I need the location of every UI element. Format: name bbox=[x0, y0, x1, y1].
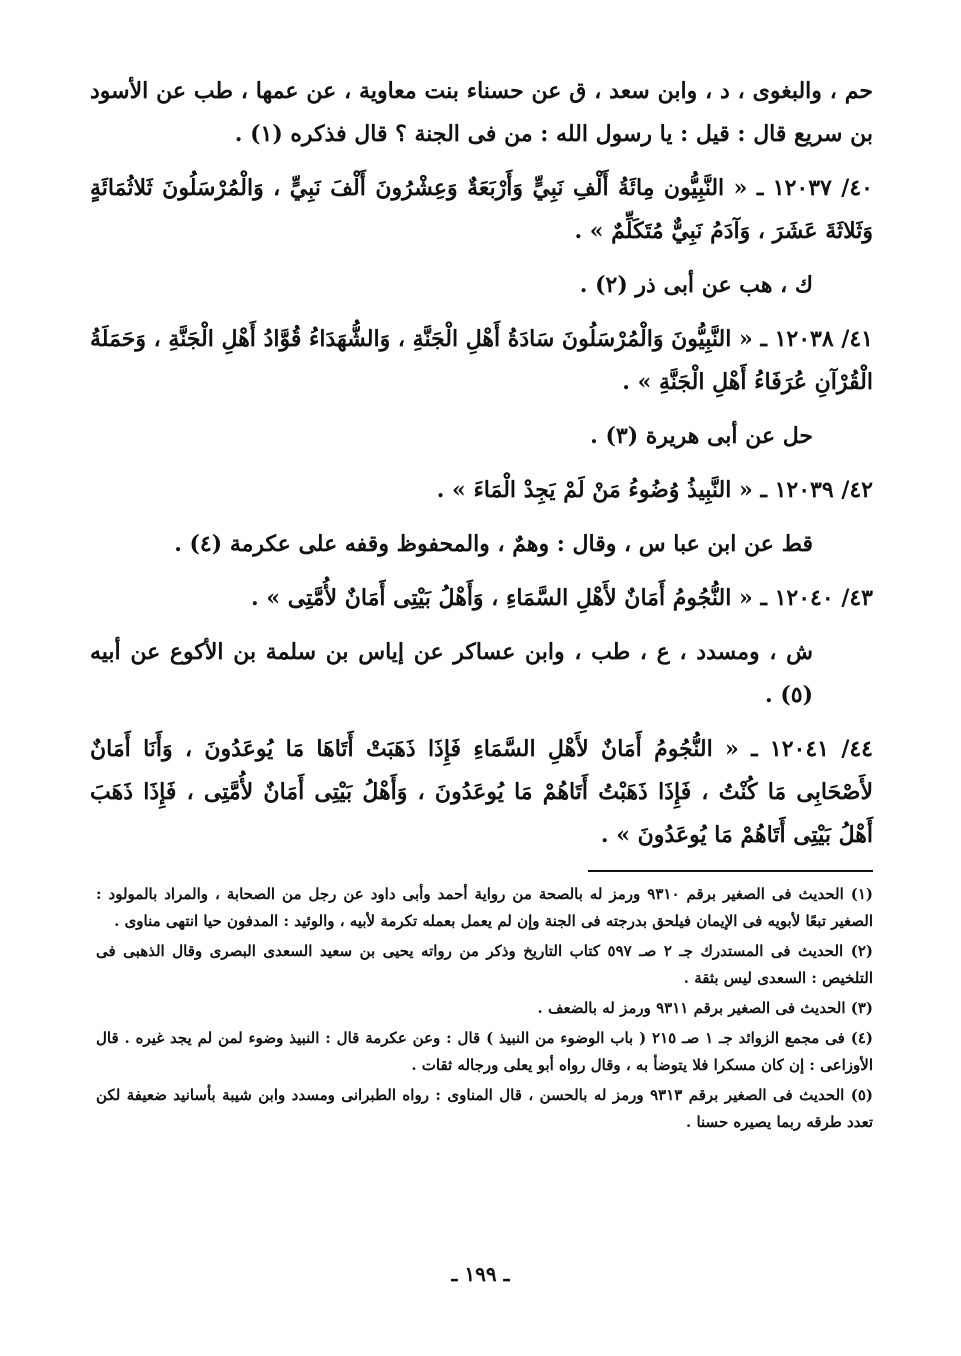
hadith-number: ٤٣/ ١٢٠٤٠ ـ bbox=[760, 585, 873, 611]
hadith-44 bbox=[90, 728, 873, 857]
footnote-1: (١) الحديث فى الصغير برقم ٩٣١٠ ورمز له بالصحة من رواية أحمد وأبى داود عن رجل من الصحابة ، والمراد بالمولود : الصغير تبعًا لأبويه فى الإيمان فيلحق بدرجته فى الجنة وإن لم يعمل بعمله تكرمة لأبيه ، والوئيد : المدفون حيا انتهى مناوى . bbox=[96, 885, 873, 930]
footnote-5: (٥) الحديث فى الصغير برقم ٩٣١٣ ورمز له بالحسن ، قال المناوى : رواه الطبرانى ومسدد وابن شيبة بأسانيد ضعيفة لكن تعدد طرقه ربما يصيره حسنا . bbox=[96, 1086, 873, 1131]
hadith-42-source bbox=[90, 523, 873, 566]
footnotes bbox=[96, 881, 873, 1139]
paragraph-intro-source bbox=[90, 70, 873, 156]
source-text: ك ، هب عن أبى ذر (٢) . bbox=[579, 272, 813, 298]
source-text: حل عن أبى هريرة (٣) . bbox=[590, 423, 813, 449]
hadith-42 bbox=[90, 469, 873, 512]
hadith-43-source bbox=[90, 631, 873, 717]
footnote-2: (٢) الحديث فى المستدرك جـ ٢ صـ ٥٩٧ كتاب التاريخ وذكر من رواته يحيى بن سعيد السعدى البصرى وقال الذهبى فى التلخيص : السعدى ليس بثقة . bbox=[96, 942, 873, 987]
hadith-number: ٤٤/ ١٢٠٤١ ـ bbox=[751, 736, 873, 762]
hadith-43 bbox=[90, 577, 873, 620]
hadith-41-source bbox=[90, 415, 873, 458]
hadith-41 bbox=[90, 318, 873, 404]
page-number: ـ ١٩٩ ـ bbox=[451, 1262, 510, 1286]
hadith-text: « النَّبِيُّونَ وَالْمُرْسَلُونَ سَادَةُ أَهْلِ الْجَنَّةِ ، وَالشُّهَدَاءُ قُوَّادُ أَهْلِ الْجَنَّةِ ، وَحَمَلَةُ الْقُرْآنِ عُرَفَاءُ أَهْلِ الْجَنَّةِ » . bbox=[89, 326, 873, 395]
hadith-40-source bbox=[90, 264, 873, 307]
footnote-3: (٣) الحديث فى الصغير برقم ٩٣١١ ورمز له بالضعف . bbox=[537, 999, 873, 1017]
hadith-number: ٤٢/ ١٢٠٣٩ ـ bbox=[760, 477, 873, 503]
hadith-text: « النَّبِيذُ وُضُوءُ مَنْ لَمْ يَجِدْ الْمَاءَ » . bbox=[436, 477, 753, 503]
hadith-text: « النُّجُومُ أَمَانٌ لأَهْلِ السَّمَاءِ فَإِذَا ذَهَبَتْ أَتَاهَا مَا يُوعَدُونَ ، وَأَنَا أَمَانٌ لأَصْحَابِى مَا كُنْتُ ، فَإِذَا ذَهَبْتُ أَتَاهُمْ مَا يُوعَدُونَ ، وَأَهْلُ بَيْتِى أَمَانٌ لأُمَّتِى ، فَإِذَا ذَهَبَ أَهْلُ بَيْتِى أَتَاهُمْ مَا يُوعَدُونَ » . bbox=[90, 736, 873, 848]
hadith-text: « النَّبِيُّون مِائَةُ أَلْفِ نَبِيٍّ وَأَرْبَعَةٌ وَعِشْرُونَ أَلْفَ نَبِيٍّ ، وَالْمُرْسَلُونَ ثَلاثُمَائَةٍ وَثَلاثَةَ عَشَرَ ، وَآدَمُ نَبِيٌّ مُتَكَلِّمٌ » . bbox=[90, 175, 873, 244]
source-text: حم ، والبغوى ، د ، وابن سعد ، ق عن حسناء بنت معاوية ، عن عمها ، طب عن الأسود بن سريع قال : قيل : يا رسول الله : من فى الجنة ؟ قال فذكره (١) . bbox=[90, 78, 873, 147]
source-text: قط عن ابن عبا س ، وقال : وهمٌ ، والمحفوظ وقفه على عكرمة (٤) . bbox=[174, 531, 813, 557]
source-text: ش ، ومسدد ، ع ، طب ، وابن عساكر عن إياس بن سلمة بن الأكوع عن أبيه (٥) . bbox=[90, 639, 813, 708]
hadith-number: ٤٠/ ١٢٠٣٧ ـ bbox=[756, 175, 873, 201]
hadith-text: « النُّجُومُ أَمَانٌ لأَهْلِ السَّمَاءِ ، وَأَهْلُ بَيْتِى أَمَانٌ لأُمَّتِى » . bbox=[251, 585, 753, 611]
hadith-number: ٤١/ ١٢٠٣٨ ـ bbox=[760, 326, 873, 352]
footnote-4: (٤) فى مجمع الزوائد جـ ١ صـ ٢١٥ ( باب الوضوء من النبيذ ) قال : وعن عكرمة قال : النبيذ وضوء لمن لم يجد غيره . قال الأوزاعى : إن كان مسكرا فلا يتوضأ به ، وقال رواه أبو يعلى ورجاله ثقات . bbox=[96, 1029, 873, 1074]
main-text bbox=[90, 70, 873, 868]
footnote-divider bbox=[588, 870, 873, 872]
hadith-40 bbox=[90, 167, 873, 253]
